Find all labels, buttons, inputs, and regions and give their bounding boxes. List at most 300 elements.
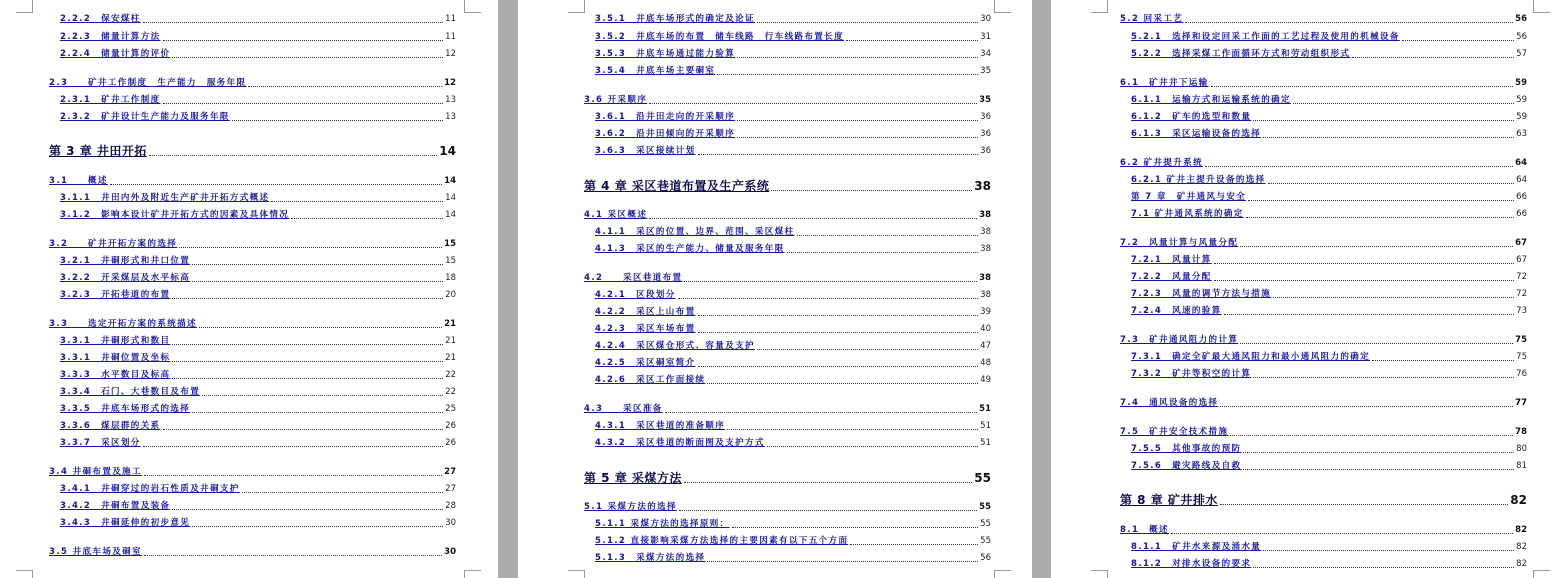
toc-entry-page: 21	[445, 353, 456, 363]
toc-entry-title: 5.2 回采工艺	[1120, 14, 1184, 24]
document-page-3	[1051, 0, 1554, 578]
toc-entry[interactable]	[1131, 33, 1527, 42]
dot-leader	[143, 446, 443, 447]
toc-entry[interactable]	[595, 67, 991, 76]
toc-entry[interactable]	[1131, 193, 1527, 202]
toc-entry[interactable]	[60, 337, 456, 346]
document-page-1	[0, 0, 498, 578]
toc-entry-page: 80	[1516, 444, 1527, 454]
dot-leader	[1205, 166, 1513, 167]
toc-entry-title: 8.1.1 矿井水来源及涌水量	[1131, 542, 1262, 552]
toc-entry-page: 36	[980, 112, 991, 122]
toc-entry-page: 31	[980, 32, 991, 42]
dot-leader	[163, 40, 444, 41]
dot-leader	[1253, 567, 1514, 568]
toc-entry[interactable]	[60, 50, 456, 59]
crop-mark	[464, 0, 481, 13]
toc-entry[interactable]	[595, 33, 991, 42]
toc-entry-page: 21	[445, 336, 456, 346]
dot-leader	[1214, 280, 1514, 281]
toc-entry-title: 3.4.2 井硐布置及装备	[60, 501, 171, 511]
dot-leader	[1273, 297, 1514, 298]
toc-entry-page: 72	[1516, 272, 1527, 282]
crop-mark	[1533, 0, 1550, 13]
toc-entry[interactable]	[595, 113, 991, 122]
toc-entry[interactable]	[1120, 239, 1527, 248]
toc-entry[interactable]	[1131, 445, 1527, 454]
toc-entry[interactable]	[595, 228, 991, 237]
toc-entry[interactable]	[1131, 256, 1527, 265]
toc-entry-title: 4.2.1 区段划分	[595, 290, 676, 300]
toc-entry-page: 78	[1515, 427, 1527, 437]
dot-leader	[192, 264, 443, 265]
toc-entry-page: 81	[1516, 461, 1527, 471]
dot-leader	[698, 154, 979, 155]
dot-leader	[1243, 452, 1514, 453]
toc-entry-page: 51	[979, 404, 991, 414]
toc-entry[interactable]	[49, 177, 456, 186]
toc-entry[interactable]	[595, 376, 991, 385]
toc-entry-page: 35	[980, 66, 991, 76]
toc-entry[interactable]	[60, 439, 456, 448]
toc-entry-page: 40	[980, 324, 991, 334]
toc-entry-title: 3.4.3 井硐延伸的初步意见	[60, 518, 191, 528]
dot-leader	[698, 332, 979, 333]
toc-entry-page: 38	[979, 210, 991, 220]
crop-mark	[568, 570, 585, 578]
dot-leader	[242, 492, 443, 493]
toc-entry[interactable]	[1131, 130, 1527, 139]
crop-mark	[16, 570, 33, 578]
dot-leader	[163, 429, 444, 430]
toc-entry-page: 63	[1516, 129, 1527, 139]
dot-leader	[1171, 533, 1513, 534]
toc-entry-title: 3.4 井硐布置及施工	[49, 467, 142, 477]
toc-entry-title: 3.2.2 开采煤层及水平标高	[60, 273, 191, 283]
dot-leader	[1352, 57, 1514, 58]
toc-entry-page: 14	[445, 193, 456, 203]
toc-entry-title: 7.2 风量计算与风量分配	[1120, 238, 1239, 248]
toc-entry-page: 26	[445, 421, 456, 431]
toc-entry-page: 30	[445, 518, 456, 528]
toc-entry-title: 6.1.2 矿车的选型和数量	[1131, 112, 1252, 122]
toc-entry-title: 4.2.3 采区车场布置	[595, 324, 696, 334]
dot-leader	[1263, 550, 1514, 551]
toc-entry-page: 76	[1516, 369, 1527, 379]
toc-entry-title: 2.2.2 保安煤柱	[60, 14, 141, 24]
toc-entry-title: 3.5.4 井底车场主要硐室	[595, 66, 716, 76]
toc-entry-page: 67	[1515, 238, 1527, 248]
toc-entry-title: 2.2.4 储量计算的评价	[60, 49, 171, 59]
toc-entry-page: 51	[980, 421, 991, 431]
toc-entry[interactable]	[1131, 96, 1527, 105]
toc-entry[interactable]	[595, 554, 991, 563]
toc-entry[interactable]	[49, 468, 456, 477]
toc-entry[interactable]	[595, 422, 991, 431]
toc-entry-title: 第 5 章 采煤方法	[584, 471, 682, 485]
toc-entry[interactable]	[595, 308, 991, 317]
toc-entry-page: 59	[1516, 95, 1527, 105]
toc-entry-title: 4.2.2 采区上山布置	[595, 307, 696, 317]
toc-entry-title: 7.3.1 确定全矿最大通风阻力和最小通风阻力的确定	[1131, 352, 1371, 362]
dot-leader	[1248, 200, 1514, 201]
toc-entry-title: 3.1 概述	[49, 176, 108, 186]
toc-entry[interactable]	[1120, 79, 1527, 88]
toc-entry-title: 3.3.4 石门、大巷数目及布置	[60, 387, 201, 397]
toc-entry[interactable]	[60, 15, 456, 24]
toc-entry-page: 56	[980, 553, 991, 563]
toc-entry[interactable]	[584, 211, 991, 220]
dot-leader	[149, 155, 437, 156]
toc-entry-page: 55	[980, 536, 991, 546]
toc-entry[interactable]	[595, 537, 991, 546]
toc-entry-title: 7.3 矿井通风阻力的计算	[1120, 335, 1239, 345]
dot-leader	[144, 475, 442, 476]
dot-leader	[684, 482, 972, 483]
toc-entry[interactable]	[584, 96, 991, 105]
toc-entry[interactable]	[1131, 273, 1527, 282]
toc-entry-title: 3.3.3 水平数目及标高	[60, 370, 171, 380]
toc-entry-title: 6.1 矿井井下运输	[1120, 78, 1209, 88]
toc-entry-title: 6.2.1 矿井主提升设备的选择	[1131, 175, 1266, 185]
dot-leader	[172, 378, 443, 379]
crop-mark	[1091, 0, 1108, 13]
toc-entry-page: 38	[974, 179, 991, 193]
toc-entry[interactable]	[595, 50, 991, 59]
toc-entry-title: 3.2 矿井开拓方案的选择	[49, 239, 178, 249]
crop-mark	[16, 0, 33, 13]
toc-entry[interactable]	[595, 359, 991, 368]
toc-entry-page: 82	[1516, 559, 1527, 569]
toc-entry[interactable]	[595, 439, 991, 448]
dot-leader	[192, 412, 443, 413]
dot-leader	[172, 361, 443, 362]
dot-leader	[771, 190, 972, 191]
toc-entry[interactable]	[1120, 428, 1527, 437]
toc-entry-page: 15	[444, 239, 456, 249]
toc-entry-title: 4.2.4 采区煤仓形式、容量及支护	[595, 341, 755, 351]
toc-entry[interactable]	[49, 320, 456, 329]
dot-leader	[717, 74, 978, 75]
dot-leader	[179, 247, 442, 248]
toc-entry-page: 51	[980, 438, 991, 448]
toc-entry-page: 13	[445, 112, 456, 122]
toc-entry-page: 57	[1516, 49, 1527, 59]
toc-entry-title: 5.1.3 采煤方法的选择	[595, 553, 706, 563]
toc-entry-page: 55	[974, 471, 991, 485]
toc-chapter[interactable]	[584, 472, 991, 484]
toc-entry-title: 4.1.1 采区的位置、边界、范围、采区煤柱	[595, 227, 795, 237]
toc-entry[interactable]	[1120, 526, 1527, 535]
dot-leader	[163, 103, 444, 104]
dot-leader	[737, 57, 978, 58]
dot-leader	[1246, 217, 1514, 218]
toc-entry[interactable]	[595, 15, 991, 24]
toc-entry-page: 38	[980, 244, 991, 254]
toc-entry-page: 30	[444, 547, 456, 557]
toc-entry-page: 34	[980, 49, 991, 59]
toc-entry-title: 4.3.2 采区巷道的断面图及支护方式	[595, 438, 765, 448]
toc-entry[interactable]	[60, 113, 456, 122]
dot-leader	[172, 57, 443, 58]
toc-entry-title: 4.1.3 采区的生产能力、储量及服务年限	[595, 244, 785, 254]
dot-leader	[1240, 343, 1513, 344]
toc-entry[interactable]	[1131, 462, 1527, 471]
toc-entry[interactable]	[1131, 290, 1527, 299]
toc-entry-title: 3.3 选定开拓方案的系统描述	[49, 319, 197, 329]
toc-entry-title: 4.1 采区概述	[584, 210, 648, 220]
dot-leader	[1293, 103, 1514, 104]
toc-entry[interactable]	[60, 502, 456, 511]
toc-entry-title: 2.3.1 矿井工作制度	[60, 95, 161, 105]
dot-leader	[1230, 435, 1513, 436]
toc-entry-title: 2.3 矿井工作制度 生产能力 服务年限	[49, 78, 247, 88]
toc-entry[interactable]	[595, 245, 991, 254]
toc-entry-page: 27	[444, 467, 456, 477]
toc-entry[interactable]	[60, 422, 456, 431]
dot-leader	[1253, 377, 1514, 378]
dot-leader	[797, 235, 979, 236]
toc-entry-page: 18	[445, 273, 456, 283]
toc-entry-title: 5.1 采煤方法的选择	[584, 502, 677, 512]
toc-entry[interactable]	[60, 371, 456, 380]
dot-leader	[271, 201, 443, 202]
toc-entry-page: 56	[1516, 32, 1527, 42]
toc-entry-title: 7.2.1 风量计算	[1131, 255, 1212, 265]
toc-entry[interactable]	[60, 257, 456, 266]
toc-entry-title: 3.5.3 井底车场通过能力验算	[595, 49, 736, 59]
toc-entry[interactable]	[60, 519, 456, 528]
dot-leader	[678, 298, 978, 299]
toc-entry[interactable]	[1131, 353, 1527, 362]
toc-entry-title: 5.2.2 选择采煤工作面循环方式和劳动组织形式	[1131, 49, 1351, 59]
dot-leader	[732, 527, 979, 528]
dot-leader	[1253, 120, 1514, 121]
toc-entry-title: 3.3.1 井硐位置及坐标	[60, 353, 171, 363]
toc-entry[interactable]	[1131, 307, 1527, 316]
dot-leader	[767, 446, 978, 447]
toc-entry[interactable]	[1131, 176, 1527, 185]
toc-entry[interactable]	[595, 325, 991, 334]
dot-leader	[649, 103, 977, 104]
toc-entry-title: 3.6.1 沿井田走向的开采顺序	[595, 112, 736, 122]
dot-leader	[172, 509, 443, 510]
dot-leader	[737, 120, 978, 121]
toc-entry-title: 5.1.2 直接影响采煤方法选择的主要因素有以下五个方面	[595, 536, 849, 546]
dot-leader	[1268, 183, 1515, 184]
toc-entry-page: 22	[445, 387, 456, 397]
toc-entry[interactable]	[1120, 15, 1527, 24]
toc-entry[interactable]	[1131, 370, 1527, 379]
toc-entry[interactable]	[60, 405, 456, 414]
toc-entry-page: 26	[445, 438, 456, 448]
toc-entry-title: 3.3.7 采区划分	[60, 438, 141, 448]
toc-entry[interactable]	[60, 274, 456, 283]
toc-entry-page: 56	[1515, 14, 1527, 24]
toc-entry-page: 35	[979, 95, 991, 105]
toc-entry-page: 55	[979, 502, 991, 512]
crop-mark	[1533, 570, 1550, 578]
dot-leader	[192, 281, 443, 282]
toc-entry[interactable]	[49, 240, 456, 249]
toc-entry-page: 15	[445, 256, 456, 266]
toc-entry-title: 3.6 开采顺序	[584, 95, 648, 105]
crop-mark	[1091, 570, 1108, 578]
toc-entry[interactable]	[595, 147, 991, 156]
crop-mark	[464, 570, 481, 578]
toc-entry-page: 20	[445, 290, 456, 300]
toc-entry-page: 64	[1515, 158, 1527, 168]
toc-entry-page: 59	[1515, 78, 1527, 88]
toc-entry-page: 66	[1516, 192, 1527, 202]
toc-entry-title: 6.2 矿井提升系统	[1120, 158, 1204, 168]
toc-entry[interactable]	[60, 354, 456, 363]
dot-leader	[110, 184, 442, 185]
dot-leader	[1220, 504, 1508, 505]
dot-leader	[291, 218, 443, 219]
dot-leader	[172, 344, 443, 345]
toc-entry-page: 27	[445, 484, 456, 494]
toc-entry-page: 11	[445, 32, 456, 42]
toc-chapter[interactable]	[49, 145, 456, 157]
toc-entry[interactable]	[1120, 159, 1527, 168]
toc-entry-page: 38	[980, 227, 991, 237]
toc-entry[interactable]	[60, 388, 456, 397]
toc-entry-page: 36	[980, 129, 991, 139]
toc-entry-page: 49	[980, 375, 991, 385]
dot-leader	[1185, 22, 1513, 23]
toc-entry[interactable]	[49, 548, 456, 557]
toc-entry-page: 72	[1516, 289, 1527, 299]
crop-mark	[568, 0, 585, 13]
toc-entry-title: 7.2.2 风量分配	[1131, 272, 1212, 282]
toc-entry-page: 14	[439, 144, 456, 158]
toc-entry[interactable]	[1120, 399, 1527, 408]
dot-leader	[757, 349, 978, 350]
toc-entry-title: 7.2.3 风量的调节方法与措施	[1131, 289, 1272, 299]
toc-entry-page: 21	[444, 319, 456, 329]
toc-entry-page: 25	[445, 404, 456, 414]
toc-entry-title: 4.2 采区巷道布置	[584, 273, 683, 283]
dot-leader	[1214, 263, 1514, 264]
dot-leader	[232, 120, 443, 121]
toc-entry[interactable]	[595, 291, 991, 300]
toc-entry-page: 13	[445, 95, 456, 105]
toc-entry[interactable]	[60, 485, 456, 494]
toc-entry-title: 3.5.1 井底车场形式的确定及论证	[595, 14, 755, 24]
toc-entry[interactable]	[584, 503, 991, 512]
toc-entry-title: 第 7 章 矿井通风与安全	[1131, 192, 1247, 202]
toc-entry[interactable]	[1131, 543, 1527, 552]
toc-entry-title: 第 3 章 井田开拓	[49, 144, 147, 158]
toc-entry-page: 48	[980, 358, 991, 368]
toc-entry-title: 6.1.3 采区运输设备的选择	[1131, 129, 1262, 139]
toc-entry[interactable]	[1131, 50, 1527, 59]
dot-leader	[649, 218, 977, 219]
toc-entry-page: 75	[1516, 352, 1527, 362]
toc-entry-title: 3.3.5 井底车场形式的选择	[60, 404, 191, 414]
toc-entry-title: 2.2.3 储量计算方法	[60, 32, 161, 42]
toc-entry-title: 7.1 矿井通风系统的确定	[1131, 209, 1244, 219]
crop-mark	[994, 570, 1011, 578]
toc-entry[interactable]	[60, 194, 456, 203]
toc-entry-page: 59	[1516, 112, 1527, 122]
toc-entry-page: 67	[1516, 255, 1527, 265]
toc-entry-title: 3.5 井底车场及硐室	[49, 547, 142, 557]
toc-entry-page: 55	[980, 519, 991, 529]
toc-entry-title: 5.2.1 选择和设定回采工作面的工艺过程及使用的机械设备	[1131, 32, 1400, 42]
toc-entry-page: 36	[980, 146, 991, 156]
toc-entry-title: 4.3 采区准备	[584, 404, 663, 414]
toc-chapter[interactable]	[1120, 494, 1527, 506]
toc-entry[interactable]	[60, 33, 456, 42]
dot-leader	[1240, 246, 1513, 247]
dot-leader	[1372, 360, 1514, 361]
dot-leader	[737, 137, 978, 138]
toc-entry-title: 3.4.1 井硐穿过的岩石性质及井硐支护	[60, 484, 240, 494]
toc-entry-title: 3.3.1 井硐形式和数目	[60, 336, 171, 346]
toc-entry-title: 8.1 概述	[1120, 525, 1169, 535]
dot-leader	[143, 22, 443, 23]
toc-entry[interactable]	[595, 130, 991, 139]
dot-leader	[199, 327, 442, 328]
toc-entry[interactable]	[1120, 336, 1527, 345]
dot-leader	[1402, 40, 1514, 41]
dot-leader	[192, 526, 443, 527]
dot-leader	[787, 252, 979, 253]
dot-leader	[172, 298, 443, 299]
toc-entry[interactable]	[584, 274, 991, 283]
dot-leader	[1224, 314, 1515, 315]
dot-leader	[707, 383, 978, 384]
toc-entry[interactable]	[60, 211, 456, 220]
toc-entry[interactable]	[49, 79, 456, 88]
toc-entry-title: 7.5.5 其他事故的预防	[1131, 444, 1242, 454]
toc-entry[interactable]	[1131, 113, 1527, 122]
toc-entry-title: 4.3.1 采区巷道的准备顺序	[595, 421, 726, 431]
toc-chapter[interactable]	[584, 180, 991, 192]
toc-entry-title: 7.2.4 风速的验算	[1131, 306, 1222, 316]
dot-leader	[1243, 469, 1514, 470]
toc-entry[interactable]	[1131, 560, 1527, 569]
toc-entry-title: 7.3.2 矿井等积空的计算	[1131, 369, 1252, 379]
toc-entry-title: 3.2.1 井硐形式和井口位置	[60, 256, 191, 266]
toc-entry-page: 12	[445, 49, 456, 59]
toc-entry[interactable]	[595, 520, 991, 529]
toc-entry[interactable]	[60, 96, 456, 105]
toc-entry-title: 4.2.6 采区工作面接续	[595, 375, 706, 385]
toc-entry-page: 82	[1510, 493, 1527, 507]
toc-entry[interactable]	[595, 342, 991, 351]
dot-leader	[1263, 137, 1514, 138]
toc-entry-title: 3.5.2 井底车场的布置 储车线路 行车线路布置长度	[595, 32, 845, 42]
toc-entry-page: 22	[445, 370, 456, 380]
toc-entry-page: 82	[1515, 525, 1527, 535]
toc-entry-title: 3.1.1 井田内外及附近生产矿井开拓方式概述	[60, 193, 270, 203]
toc-entry-title: 8.1.2 对排水设备的要求	[1131, 559, 1252, 569]
toc-entry[interactable]	[1131, 210, 1527, 219]
dot-leader	[757, 22, 978, 23]
toc-entry[interactable]	[584, 405, 991, 414]
dot-leader	[202, 395, 443, 396]
toc-entry-title: 3.3.6 煤层群的关系	[60, 421, 161, 431]
toc-entry-page: 64	[1516, 175, 1527, 185]
toc-entry[interactable]	[60, 291, 456, 300]
toc-entry-title: 2.3.2 矿井设计生产能力及服务年限	[60, 112, 230, 122]
toc-entry-page: 38	[980, 290, 991, 300]
toc-entry-page: 11	[445, 14, 456, 24]
dot-leader	[665, 412, 977, 413]
